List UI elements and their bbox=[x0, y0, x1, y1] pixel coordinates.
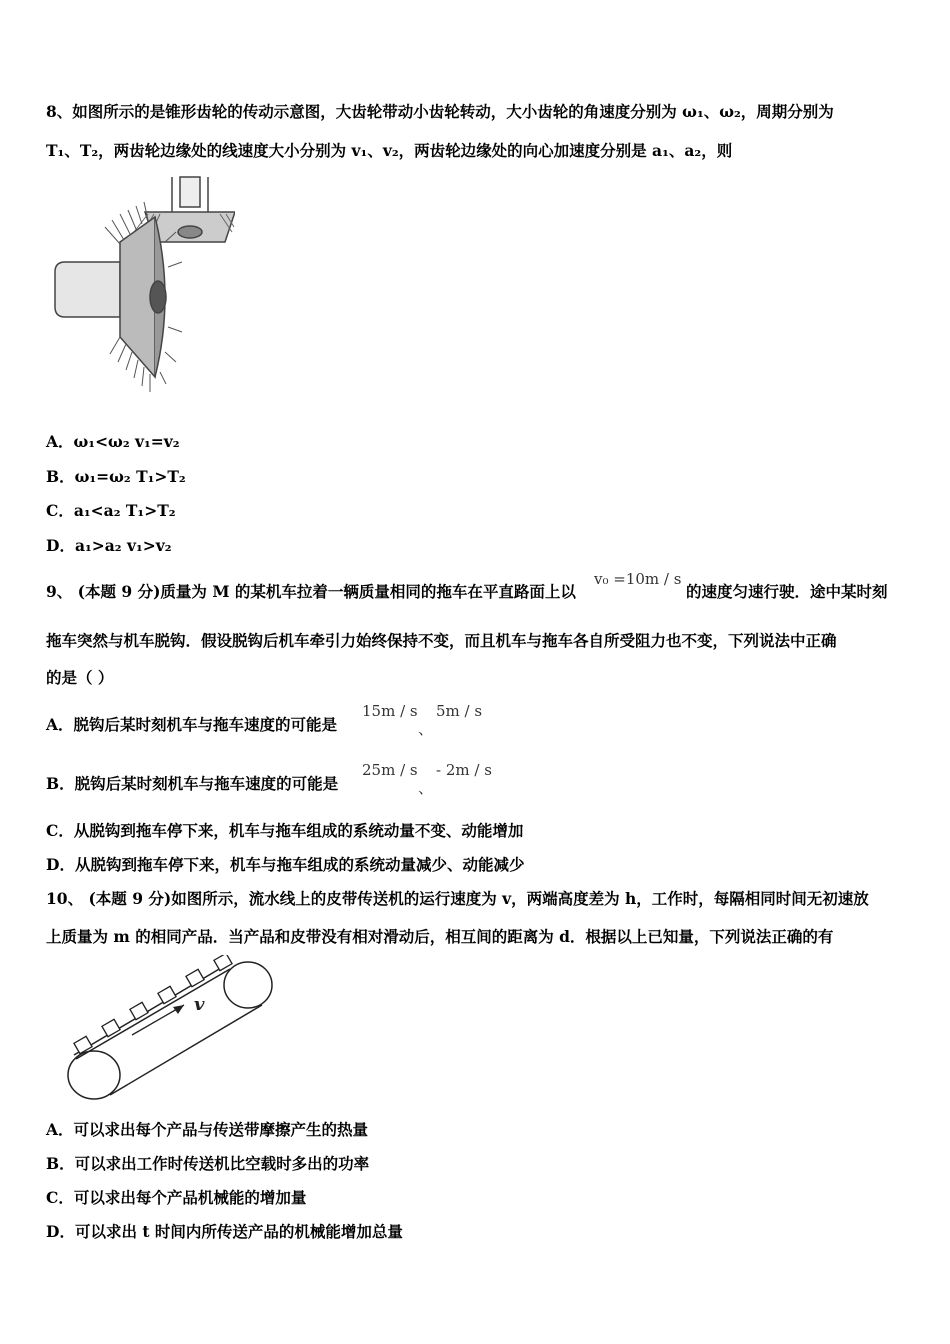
q9-option-a-v2: 5m / s bbox=[436, 702, 483, 720]
q9-stem-line3: 的是（ ） bbox=[46, 668, 114, 687]
products bbox=[74, 955, 232, 1054]
q10-option-b: B．可以求出工作时传送机比空载时多出的功率 bbox=[46, 1154, 370, 1173]
q8-option-d: D．a₁>a₂ v₁>v₂ bbox=[46, 536, 172, 555]
q9-option-b: B．脱钩后某时刻机车与拖车速度的可能是 bbox=[46, 774, 339, 793]
q9-stem-prefix: 9、 (本题 9 分)质量为 M 的某机车拉着一辆质量相同的拖车在平直路面上以 bbox=[46, 582, 576, 601]
q9-option-d: D．从脱钩到拖车停下来，机车与拖车组成的系统动量减少、动能减少 bbox=[46, 855, 525, 874]
q8-stem-line1: 8、如图所示的是锥形齿轮的传动示意图，大齿轮带动小齿轮转动，大小齿轮的角速度分别为 ω₁、ω₂，周期分别为 bbox=[46, 102, 834, 121]
q8-option-a: A．ω₁<ω₂ v₁=v₂ bbox=[46, 432, 180, 451]
q10-option-c: C．可以求出每个产品机械能的增加量 bbox=[46, 1188, 307, 1207]
q9-option-a-v1: 15m / s bbox=[362, 702, 418, 720]
q10-option-d: D．可以求出 t 时间内所传送产品的机械能增加总量 bbox=[46, 1222, 403, 1241]
q9-stem-line2: 拖车突然与机车脱钩．假设脱钩后机车牵引力始终保持不变，而且机车与拖车各自所受阻力也不变，下列说法中正确 bbox=[46, 631, 837, 650]
velocity-label: v bbox=[194, 994, 205, 1015]
q9-option-a: A．脱钩后某时刻机车与拖车速度的可能是 bbox=[46, 715, 338, 734]
upper-pulley bbox=[224, 962, 272, 1008]
conveyor-belt-figure bbox=[62, 955, 277, 1105]
q8-option-c: C．a₁<a₂ T₁>T₂ bbox=[46, 501, 176, 520]
lower-pulley bbox=[68, 1051, 120, 1099]
bevel-gear-figure bbox=[50, 172, 235, 394]
q9-option-b-sep: 、 bbox=[418, 779, 434, 797]
q9-stem-line1 bbox=[46, 582, 576, 602]
q9-formula-v0: v₀ =10m / s bbox=[594, 570, 682, 588]
q10-stem-line2: 上质量为 m 的相同产品．当产品和皮带没有相对滑动后，相互间的距离为 d．根据以上已知量，下列说法正确的有 bbox=[46, 927, 834, 946]
q9-option-b-v1: 25m / s bbox=[362, 761, 418, 779]
q9-option-b-v2: - 2m / s bbox=[436, 761, 492, 779]
q8-option-b: B．ω₁=ω₂ T₁>T₂ bbox=[46, 467, 186, 486]
q10-option-a: A．可以求出每个产品与传送带摩擦产生的热量 bbox=[46, 1120, 369, 1139]
q10-stem-line1: 10、 (本题 9 分)如图所示，流水线上的皮带传送机的运行速度为 v，两端高度差为 h，工作时，每隔相同时间无初速放 bbox=[46, 889, 869, 908]
q9-stem-suffix: 的速度匀速行驶．途中某时刻 bbox=[686, 582, 888, 601]
q9-option-a-sep: 、 bbox=[418, 720, 434, 738]
q9-option-c: C．从脱钩到拖车停下来，机车与拖车组成的系统动量不变、动能增加 bbox=[46, 821, 524, 840]
q8-stem-line2: T₁、T₂，两齿轮边缘处的线速度大小分别为 v₁、v₂，两齿轮边缘处的向心加速度分别是 a₁、a₂，则 bbox=[46, 141, 733, 160]
